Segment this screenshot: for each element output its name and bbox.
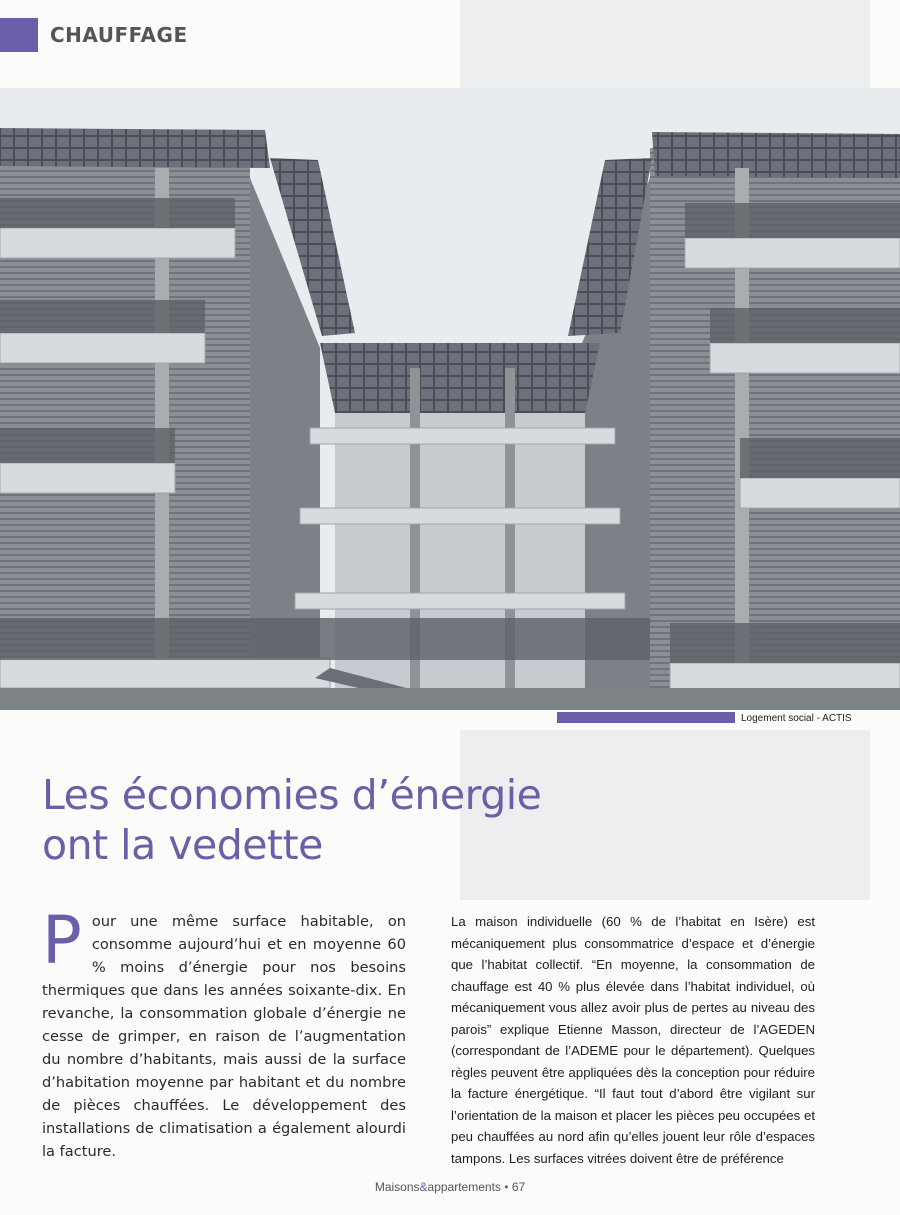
section-tag: [0, 18, 188, 52]
building-photo: [0, 88, 900, 710]
page-number: 67: [511, 1180, 526, 1194]
article-column-left: [42, 902, 406, 1163]
page-footer: [0, 1180, 900, 1194]
footer-brand-amp: &: [419, 1180, 428, 1194]
section-marker: [0, 18, 38, 52]
drop-cap: P: [42, 902, 82, 979]
headline-line-2: ont la vedette: [42, 821, 323, 869]
section-label: CHAUFFAGE: [50, 23, 188, 47]
caption-bar: [557, 712, 735, 723]
headline-line-1: Les économies d’énergie: [42, 771, 542, 819]
footer-bullet: •: [504, 1180, 509, 1194]
headline: [42, 770, 541, 870]
footer-brand-a: Maisons: [374, 1180, 420, 1194]
photo-caption: Logement social - ACTIS: [741, 713, 852, 724]
footer-brand-b: appartements: [427, 1180, 501, 1194]
facing-page-shadow: [460, 0, 870, 88]
article-left-text: our une même surface habitable, on consomme aujourd’hui et en moyenne 60 % moins d’énergie pour nos besoins thermiques que dans les années soixante-dix. En revanche, la consommation globale d’énergie ne cesse de grimper, en raison de l’augmentation du nombre d’habitants, mais aussi de la surface d’habitation moyenne par habitant et du nombre de pièces chauffées. Le développement des installations de climatisation a également alourdi la facture.: [42, 913, 406, 1160]
article-column-right: La maison individuelle (60 % de l’habitat en Isère) est mécaniquement plus consommatrice d’espace et d’énergie que l’habitat collectif. “En moyenne, la consommation de chauffage est 40 % plus élevée dans l’habitat individuel, où mécaniquement vous allez avoir plus de pertes au niveau des parois” explique Etienne Masson, directeur de l’AGEDEN (correspondant de l’ADEME pour le département). Quelques règles peuvent être appliquées dès la conception pour réduire la facture énergétique. “Il faut tout d’abord être vigilant sur l’orientation de la maison et placer les pièces peu occupées et peu chauffées au nord afin qu’elles jouent leur rôle d’espaces tampons. Les surfaces vitrées doivent être de préférence: [451, 914, 815, 1166]
